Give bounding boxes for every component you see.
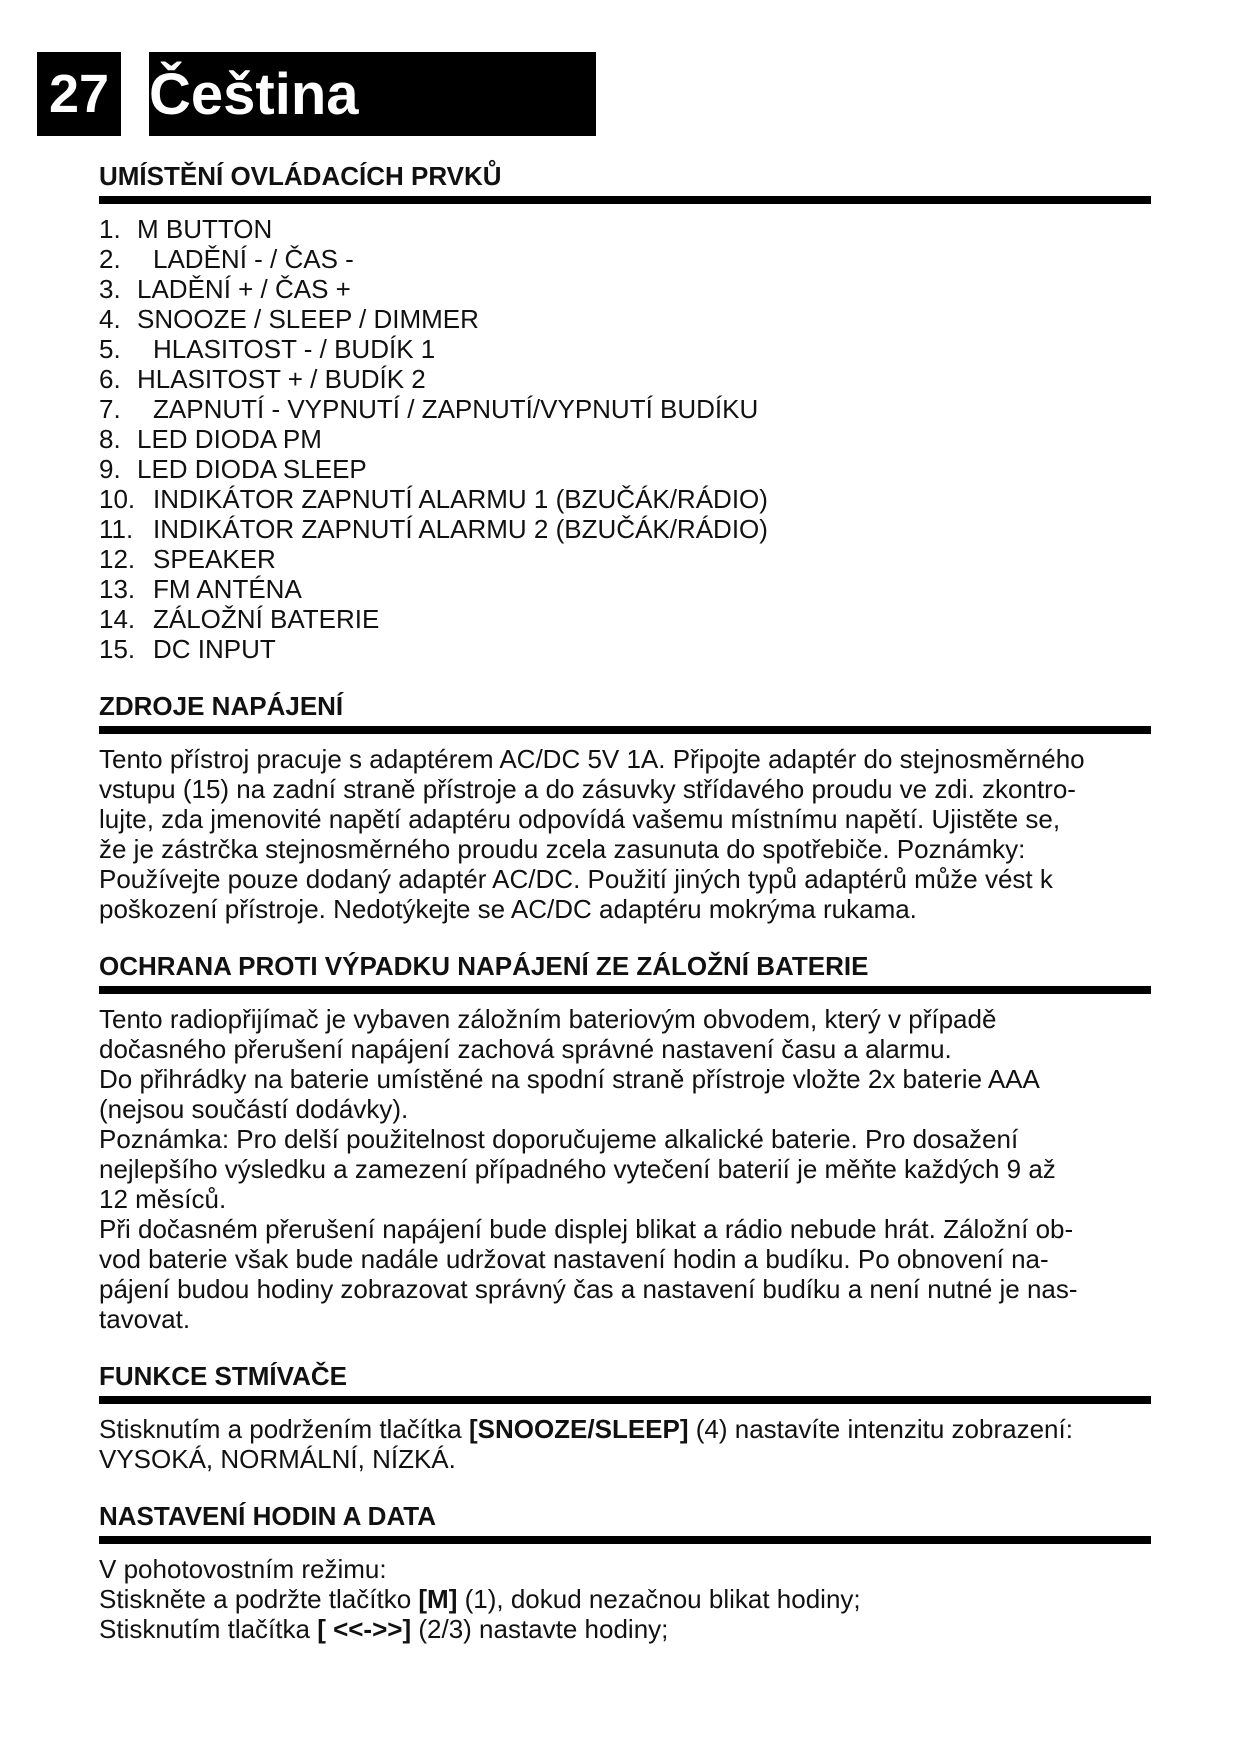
text-span: Stisknutím tlačítka <box>99 1614 318 1644</box>
control-item-number: 2. <box>99 244 121 274</box>
control-item <box>99 364 1151 394</box>
control-item-number: 6. <box>99 364 121 394</box>
control-item-label: SNOOZE / SLEEP / DIMMER <box>137 304 479 334</box>
control-item <box>99 244 1151 274</box>
control-item-number: 8. <box>99 424 121 454</box>
page-number: 27 <box>37 52 121 136</box>
control-item <box>99 274 1151 304</box>
text-line: vod baterie však bude nadále udržovat nastavení hodin a budíku. Po obnovení na- <box>99 1244 1049 1274</box>
control-item <box>99 454 1151 484</box>
power-title: ZDROJE NAPÁJENÍ <box>99 690 1151 734</box>
text-line: (nejsou součástí dodávky). <box>99 1094 409 1124</box>
control-item <box>99 574 1151 604</box>
text-span: Stiskněte a podržte tlačítko <box>99 1584 419 1614</box>
backup-section <box>99 950 1151 1334</box>
power-section <box>99 690 1151 924</box>
control-item-number: 11. <box>99 514 134 544</box>
controls-list <box>99 214 1151 664</box>
control-item <box>99 424 1151 454</box>
text-span: (1), dokud nezačnou blikat hodiny; <box>457 1584 861 1614</box>
control-item-label: INDIKÁTOR ZAPNUTÍ ALARMU 1 (BZUČÁK/RÁDIO) <box>153 484 768 514</box>
text-span: Stisknutím a podržením tlačítka <box>99 1414 469 1444</box>
text-span: (4) nastavíte intenzitu zobrazení: <box>688 1414 1073 1444</box>
clock-section <box>99 1500 1151 1644</box>
text-line: tavovat. <box>99 1304 191 1334</box>
button-reference: [M] <box>418 1584 458 1614</box>
text-line: pájení budou hodiny zobrazovat správný čas a nastavení budíku a není nutné je nas- <box>99 1274 1078 1304</box>
dimmer-line-2: VYSOKÁ, NORMÁLNÍ, NÍZKÁ. <box>99 1444 456 1474</box>
control-item-label: ZÁLOŽNÍ BATERIE <box>153 604 380 634</box>
control-item-number: 7. <box>99 394 121 424</box>
text-line: vstupu (15) na zadní straně přístroje a do zásuvky střídavého proudu ve zdi. zkontro- <box>99 774 1076 804</box>
power-text <box>99 744 1151 924</box>
control-item-number: 10. <box>99 484 136 514</box>
text-line: Při dočasném přerušení napájení bude displej blikat a rádio nebude hrát. Záložní ob- <box>99 1214 1074 1244</box>
button-reference: [ <<->>] <box>317 1614 412 1644</box>
backup-text <box>99 1004 1151 1334</box>
text-line: Poznámka: Pro delší použitelnost doporučujeme alkalické baterie. Pro dosažení <box>99 1124 1019 1154</box>
control-item-number: 13. <box>99 574 136 604</box>
control-item-number: 14. <box>99 604 136 634</box>
dimmer-title: FUNKCE STMÍVAČE <box>99 1360 1151 1404</box>
text-line: nejlepšího výsledku a zamezení případného vytečení baterií je měňte každých 9 až <box>99 1154 1056 1184</box>
control-item-label: INDIKÁTOR ZAPNUTÍ ALARMU 2 (BZUČÁK/RÁDIO) <box>153 514 768 544</box>
control-item-label: LADĚNÍ + / ČAS + <box>137 274 351 304</box>
control-item <box>99 304 1151 334</box>
clock-title: NASTAVENÍ HODIN A DATA <box>99 1500 1151 1544</box>
text-line: Používejte pouze dodaný adaptér AC/DC. Použití jiných typů adaptérů může vést k <box>99 864 1053 894</box>
manual-content <box>99 160 1151 1670</box>
dimmer-line-1 <box>99 1414 1151 1444</box>
control-item-label: LADĚNÍ - / ČAS - <box>153 244 354 274</box>
control-item-number: 1. <box>99 214 121 244</box>
dimmer-section <box>99 1360 1151 1474</box>
clock-line-2 <box>99 1584 1151 1614</box>
control-item <box>99 604 1151 634</box>
text-line: dočasného přerušení napájení zachová správné nastavení času a alarmu. <box>99 1034 952 1064</box>
backup-title: OCHRANA PROTI VÝPADKU NAPÁJENÍ ZE ZÁLOŽNÍ BATERIE <box>99 950 1151 994</box>
control-item-label: HLASITOST - / BUDÍK 1 <box>153 334 436 364</box>
control-item <box>99 334 1151 364</box>
control-item-number: 4. <box>99 304 121 334</box>
control-item <box>99 394 1151 424</box>
control-item-number: 12. <box>99 544 136 574</box>
button-reference: [SNOOZE/SLEEP] <box>468 1414 689 1444</box>
control-item-label: LED DIODA PM <box>137 424 322 454</box>
control-item-label: SPEAKER <box>153 544 276 574</box>
controls-title: UMÍSTĚNÍ OVLÁDACÍCH PRVKŮ <box>99 160 1151 204</box>
control-item-label: HLASITOST + / BUDÍK 2 <box>137 364 426 394</box>
control-item-label: LED DIODA SLEEP <box>137 454 367 484</box>
control-item-number: 9. <box>99 454 121 484</box>
control-item <box>99 514 1151 544</box>
control-item-number: 5. <box>99 334 121 364</box>
control-item-number: 15. <box>99 634 136 664</box>
text-line: že je zástrčka stejnosměrného proudu zcela zasunuta do spotřebiče. Poznámky: <box>99 834 1026 864</box>
control-item-label: ZAPNUTÍ - VYPNUTÍ / ZAPNUTÍ/VYPNUTÍ BUDÍKU <box>153 394 759 424</box>
control-item <box>99 634 1151 664</box>
text-line: Tento přístroj pracuje s adaptérem AC/DC 5V 1A. Připojte adaptér do stejnosměrného <box>99 744 1085 774</box>
control-item <box>99 544 1151 574</box>
text-line: poškození přístroje. Nedotýkejte se AC/DC adaptéru mokrýma rukama. <box>99 894 917 924</box>
clock-line-1: V pohotovostním režimu: <box>99 1554 387 1584</box>
control-item <box>99 484 1151 514</box>
text-span: (2/3) nastavte hodiny; <box>411 1614 669 1644</box>
control-item-label: FM ANTÉNA <box>153 574 302 604</box>
text-line: 12 měsíců. <box>99 1184 227 1214</box>
control-item-label: M BUTTON <box>137 214 273 244</box>
control-item <box>99 214 1151 244</box>
text-line: Tento radiopřijímač je vybaven záložním bateriovým obvodem, který v případě <box>99 1004 997 1034</box>
control-item-number: 3. <box>99 274 121 304</box>
clock-line-3 <box>99 1614 1151 1644</box>
text-line: lujte, zda jmenovité napětí adaptéru odpovídá vašemu místnímu napětí. Ujistěte se, <box>99 804 1061 834</box>
controls-section <box>99 160 1151 664</box>
text-line: Do přihrádky na baterie umístěné na spodní straně přístroje vložte 2x baterie AAA <box>99 1064 1040 1094</box>
language-title: Čeština <box>149 52 596 136</box>
control-item-label: DC INPUT <box>153 634 276 664</box>
